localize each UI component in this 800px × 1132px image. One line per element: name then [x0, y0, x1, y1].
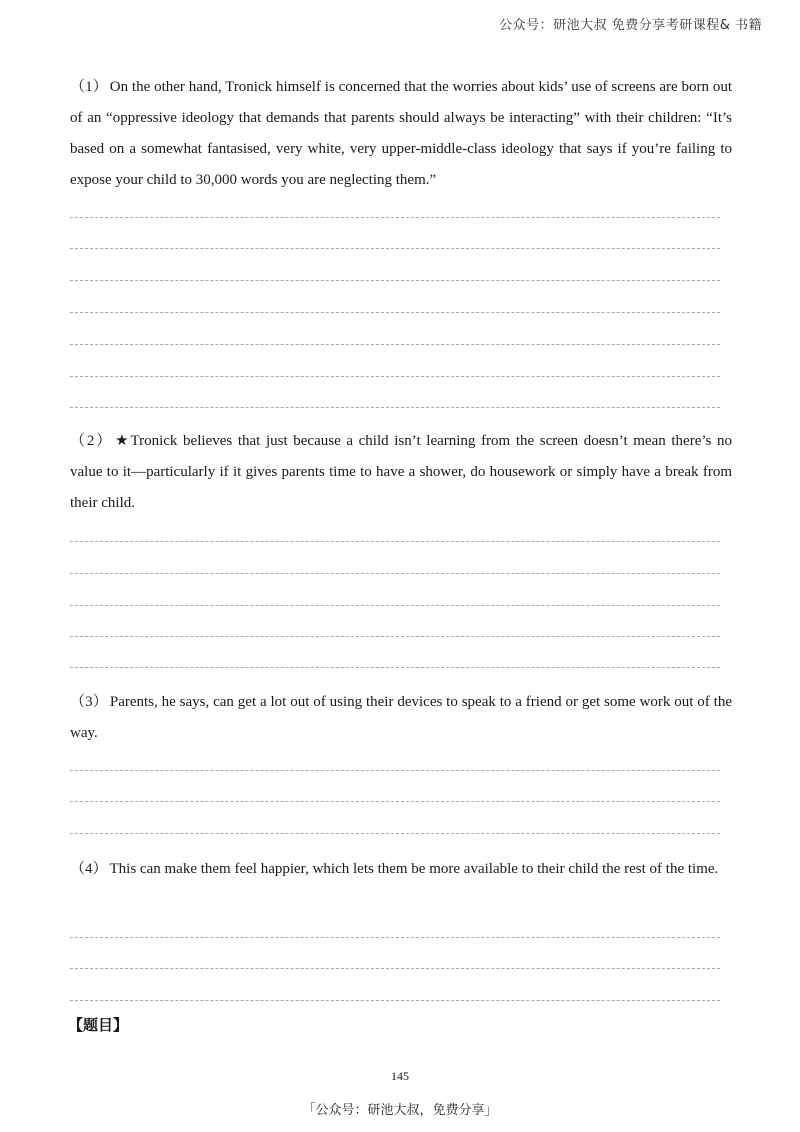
answer-line: [70, 1000, 720, 1001]
answer-line: [70, 376, 720, 377]
answer-line: [70, 605, 720, 606]
paragraph-1: [70, 72, 732, 196]
answer-line: [70, 312, 720, 313]
answer-line: [70, 833, 720, 834]
paragraph-4: [70, 854, 732, 885]
answer-line: [70, 407, 720, 408]
answer-line: [70, 770, 720, 771]
answer-line: [70, 801, 720, 802]
paragraph-number: （4）: [70, 861, 108, 877]
answer-line: [70, 667, 720, 668]
paragraph-number: （3）: [70, 694, 108, 710]
answer-line: [70, 217, 720, 218]
paragraph-text: ★Tronick believes that just because a child isn’t learning from the screen doesn’t mean there’s no value to it—particularly if it gives parents time to have a shower, do housework or simply have a break from their child.: [70, 433, 732, 511]
paragraph-text: On the other hand, Tronick himself is concerned that the worries about kids’ use of screens are born out of an “oppressive ideology that demands that parents should always be interacting” with their children: “It’s based on a somewhat fantasised, very white, very upper-middle-class ideology that says if you’re failing to expose your child to 30,000 words you are neglecting them.”: [70, 79, 732, 188]
paragraph-text: Parents, he says, can get a lot out of using their devices to speak to a friend or get some work out of the way.: [70, 694, 732, 741]
paragraph-number: （2）: [70, 433, 114, 449]
paragraph-2: [70, 426, 732, 519]
paragraph-text: This can make them feel happier, which lets them be more available to their child the rest of the time.: [109, 861, 719, 877]
answer-line: [70, 968, 720, 969]
page-footer: 「公众号：研池大叔，免费分享」: [302, 1103, 498, 1118]
answer-line: [70, 280, 720, 281]
page-number: 145: [391, 1069, 409, 1083]
answer-line: [70, 248, 720, 249]
answer-line: [70, 636, 720, 637]
page-header: 公众号：研池大叔 免费分享考研课程& 书籍: [499, 18, 762, 33]
answer-line: [70, 573, 720, 574]
answer-line: [70, 541, 720, 542]
paragraph-number: （1）: [70, 79, 108, 95]
answer-line: [70, 344, 720, 345]
section-title: 【题目】: [68, 1016, 129, 1034]
paragraph-3: [70, 687, 732, 749]
answer-line: [70, 937, 720, 938]
